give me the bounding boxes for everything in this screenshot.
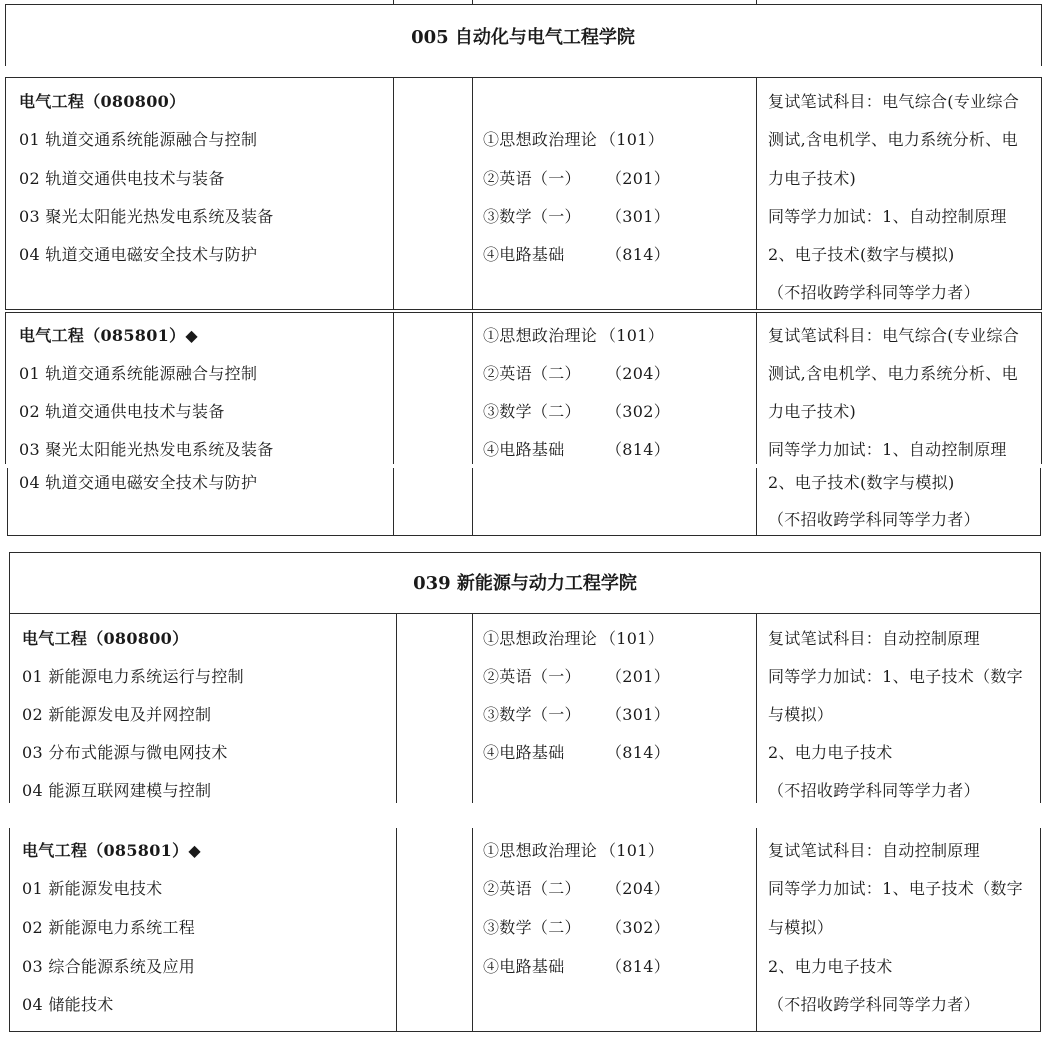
exam-code: （201）	[606, 169, 671, 188]
direction-item: 01 新能源电力系统运行与控制	[22, 667, 244, 686]
note-line: 复试笔试科目：自动控制原理	[768, 841, 980, 860]
direction-item: 04 轨道交通电磁安全技术与防护	[19, 473, 258, 492]
direction-item: 04 能源互联网建模与控制	[22, 781, 212, 800]
exam-subject: ②英语（二）	[483, 364, 581, 383]
direction-item: 03 聚光太阳能光热发电系统及装备	[19, 207, 274, 226]
exam-subject: ②英语（一）	[483, 667, 581, 686]
direction-item: 01 轨道交通系统能源融合与控制	[19, 364, 258, 383]
note-line: 与模拟）	[768, 918, 834, 937]
exam-subject: ①思想政治理论	[483, 326, 598, 345]
note-line: 同等学力加试：1、电子技术（数字	[768, 667, 1023, 686]
note-line: 与模拟）	[768, 705, 834, 724]
note-line: 复试笔试科目：自动控制原理	[768, 629, 980, 648]
note-line: 2、电力电子技术	[768, 957, 893, 976]
exam-subject: ①思想政治理论	[483, 841, 598, 860]
exam-subject: ④电路基础	[483, 440, 565, 459]
exam-subject: ④电路基础	[483, 957, 565, 976]
exam-subject: ③数学（二）	[483, 918, 581, 937]
direction-item: 01 新能源发电技术	[22, 879, 163, 898]
note-line: 力电子技术)	[768, 169, 857, 188]
note-line: （不招收跨学科同等学力者）	[768, 995, 980, 1014]
college-title: 039 新能源与动力工程学院	[413, 573, 637, 594]
direction-item: 02 新能源电力系统工程	[22, 918, 196, 937]
exam-subject: ①思想政治理论	[483, 130, 598, 149]
note-line: 测试,含电机学、电力系统分析、电	[768, 364, 1018, 383]
note-line: （不招收跨学科同等学力者）	[768, 283, 980, 302]
exam-subject: ④电路基础	[483, 245, 565, 264]
program-name: 电气工程（080800）	[22, 629, 189, 648]
exam-code: （301）	[606, 207, 671, 226]
exam-code: （101）	[600, 326, 665, 345]
direction-item: 04 储能技术	[22, 995, 114, 1014]
exam-code: （204）	[606, 364, 671, 383]
direction-item: 02 轨道交通供电技术与装备	[19, 169, 225, 188]
direction-item: 04 轨道交通电磁安全技术与防护	[19, 245, 258, 264]
note-line: 复试笔试科目：电气综合(专业综合	[768, 92, 1020, 111]
college-title: 005 自动化与电气工程学院	[411, 27, 635, 48]
exam-code: （201）	[606, 667, 671, 686]
note-line: （不招收跨学科同等学力者）	[768, 510, 980, 529]
exam-code: （101）	[600, 629, 665, 648]
note-line: 复试笔试科目：电气综合(专业综合	[768, 326, 1020, 345]
exam-subject: ①思想政治理论	[483, 629, 598, 648]
note-line: 同等学力加试：1、自动控制原理	[768, 207, 1007, 226]
note-line: 力电子技术)	[768, 402, 857, 421]
exam-subject: ②英语（一）	[483, 169, 581, 188]
direction-item: 03 聚光太阳能光热发电系统及装备	[19, 440, 274, 459]
exam-subject: ③数学（一）	[483, 705, 581, 724]
exam-code: （814）	[606, 440, 671, 459]
exam-subject: ③数学（一）	[483, 207, 581, 226]
program-name: 电气工程（085801）◆	[19, 326, 199, 345]
note-line: 2、电力电子技术	[768, 743, 893, 762]
direction-item: 03 分布式能源与微电网技术	[22, 743, 228, 762]
note-line: 同等学力加试：1、自动控制原理	[768, 440, 1007, 459]
direction-item: 02 新能源发电及并网控制	[22, 705, 212, 724]
note-line: 2、电子技术(数字与模拟)	[768, 245, 955, 264]
direction-item: 01 轨道交通系统能源融合与控制	[19, 130, 258, 149]
exam-subject: ③数学（二）	[483, 402, 581, 421]
exam-code: （302）	[606, 402, 671, 421]
note-line: 2、电子技术(数字与模拟)	[768, 473, 955, 492]
exam-code: （204）	[606, 879, 671, 898]
direction-item: 02 轨道交通供电技术与装备	[19, 402, 225, 421]
exam-code: （814）	[606, 957, 671, 976]
note-line: 测试,含电机学、电力系统分析、电	[768, 130, 1018, 149]
exam-subject: ②英语（二）	[483, 879, 581, 898]
exam-subject: ④电路基础	[483, 743, 565, 762]
program-name: 电气工程（085801）◆	[22, 841, 202, 860]
note-line: 同等学力加试：1、电子技术（数字	[768, 879, 1023, 898]
exam-code: （302）	[606, 918, 671, 937]
exam-code: （301）	[606, 705, 671, 724]
note-line: （不招收跨学科同等学力者）	[768, 781, 980, 800]
exam-code: （101）	[600, 130, 665, 149]
exam-code: （814）	[606, 743, 671, 762]
exam-code: （101）	[600, 841, 665, 860]
direction-item: 03 综合能源系统及应用	[22, 957, 196, 976]
exam-code: （814）	[606, 245, 671, 264]
program-name: 电气工程（080800）	[19, 92, 186, 111]
